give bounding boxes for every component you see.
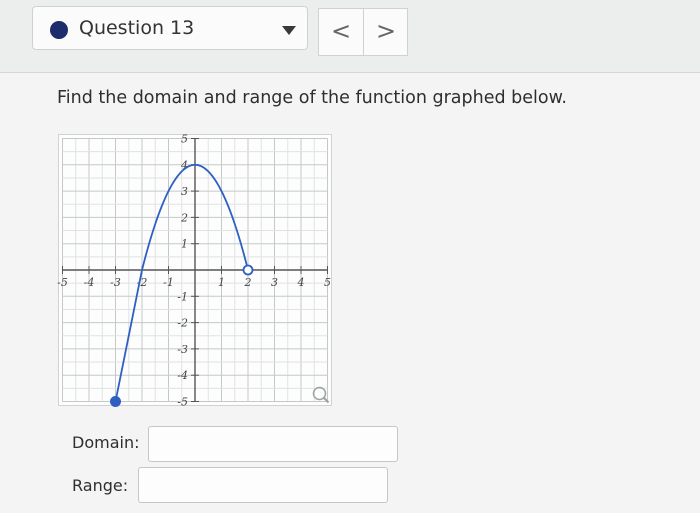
- range-label: Range:: [72, 476, 129, 495]
- y-tick-label: 1: [181, 237, 188, 251]
- x-tick-label: 4: [297, 276, 305, 289]
- range-input[interactable]: [138, 467, 388, 503]
- x-tick-label: -5: [57, 276, 68, 289]
- y-tick-label: 4: [181, 158, 188, 172]
- next-question-button[interactable]: >: [375, 17, 397, 45]
- question-nav: [318, 8, 408, 56]
- x-tick-label: 2: [244, 276, 252, 289]
- question-prompt: Find the domain and range of the function graphed below.: [57, 88, 567, 108]
- filled-dot-icon: [50, 21, 68, 39]
- previous-question-button[interactable]: <: [319, 9, 364, 55]
- x-tick-label: 5: [324, 276, 331, 289]
- x-tick-label: -4: [83, 276, 95, 289]
- x-tick-label: -2: [136, 276, 148, 289]
- domain-label: Domain:: [72, 433, 140, 452]
- closed-endpoint: [111, 397, 121, 407]
- x-tick-label: 3: [271, 276, 278, 289]
- domain-input[interactable]: [148, 426, 398, 462]
- y-tick-label: -3: [177, 342, 188, 356]
- y-tick-label: 2: [181, 211, 188, 225]
- y-tick-label: -2: [177, 316, 188, 330]
- question-selector[interactable]: [32, 6, 308, 50]
- question-label: Question 13: [79, 17, 195, 39]
- caret-down-icon[interactable]: [282, 26, 296, 35]
- y-tick-label: 5: [181, 132, 188, 146]
- y-tick-label: -1: [177, 290, 188, 304]
- y-tick-label: 3: [181, 185, 188, 199]
- x-tick-label: -1: [163, 276, 174, 289]
- function-graph: [57, 130, 331, 410]
- question-toolbar: [0, 0, 700, 73]
- x-tick-label: 1: [218, 276, 225, 289]
- y-tick-label: -5: [177, 395, 188, 409]
- y-tick-label: -4: [177, 369, 188, 383]
- x-tick-label: -3: [110, 276, 121, 289]
- open-endpoint: [244, 266, 253, 275]
